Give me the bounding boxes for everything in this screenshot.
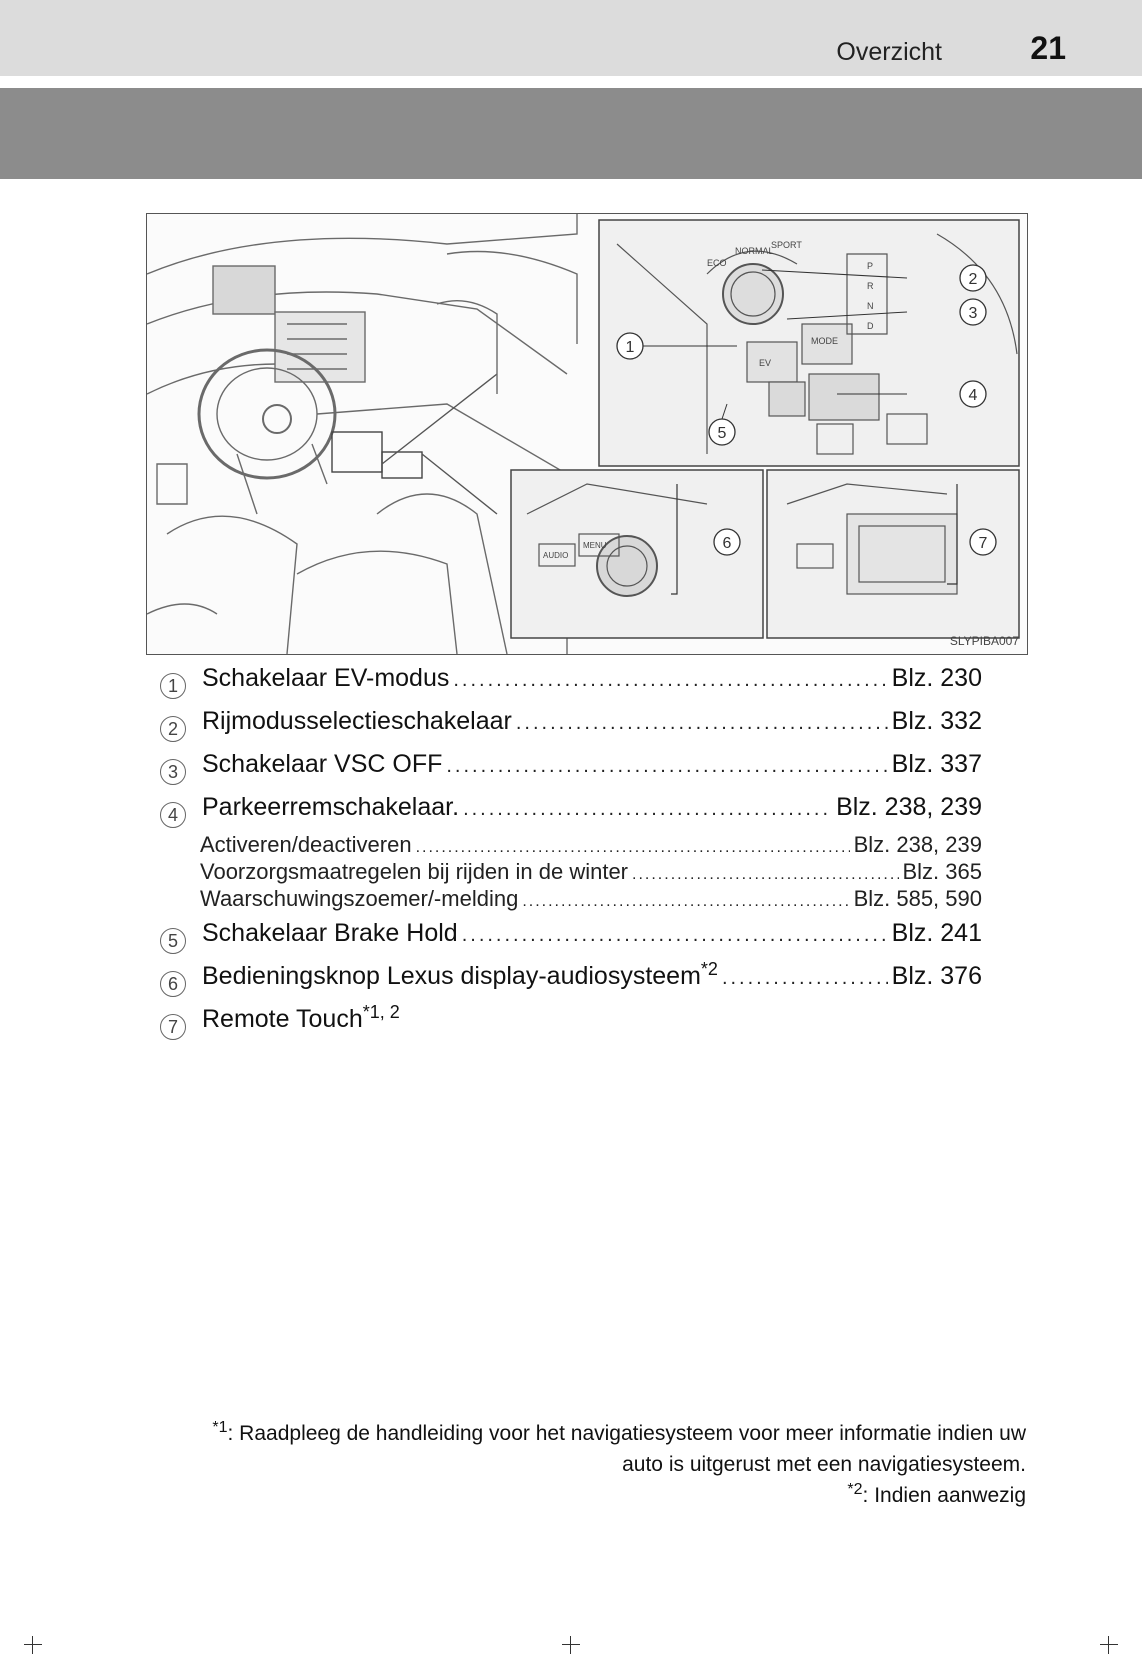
page-reference[interactable]: Blz. 365 xyxy=(902,859,982,884)
item-number: 7 xyxy=(160,1014,186,1040)
sub-item xyxy=(200,832,982,859)
menu-button-label: MENU xyxy=(583,541,607,550)
sub-item xyxy=(200,886,982,913)
control-list xyxy=(160,664,982,1048)
shift-n-label: N xyxy=(867,301,874,311)
ev-button-label: EV xyxy=(759,358,772,368)
sub-item-label: Waarschuwingszoemer/-melding xyxy=(200,886,519,911)
page-reference[interactable]: Blz. 238, 239 xyxy=(836,793,982,821)
item-number: 6 xyxy=(160,971,186,997)
callout-7: 7 xyxy=(978,535,988,552)
item-label: Schakelaar VSC OFF xyxy=(202,750,443,778)
header-band xyxy=(0,0,1142,76)
section-title: Overzicht xyxy=(836,38,942,66)
shift-d-label: D xyxy=(867,321,874,331)
page-reference[interactable]: Blz. 241 xyxy=(891,919,982,947)
item-label: Parkeerremschakelaar. xyxy=(202,793,460,821)
list-item xyxy=(160,750,982,793)
leader-dots xyxy=(522,893,849,911)
callout-5: 5 xyxy=(717,425,727,442)
list-item xyxy=(160,793,982,836)
footnote-ref: *1, 2 xyxy=(362,1002,400,1022)
leader-dots xyxy=(463,798,832,821)
crop-mark xyxy=(562,1636,580,1654)
footnote-2: $^{*2}$: Indien aanwezig xyxy=(847,1481,1026,1507)
sport-mode-label: SPORT xyxy=(771,240,802,250)
page-reference[interactable]: Blz. 238, 239 xyxy=(853,832,982,857)
footnote-1-continued: auto is uitgerust met een navigatiesysteem. xyxy=(622,1453,1026,1476)
page-reference[interactable]: Blz. 332 xyxy=(891,707,982,735)
item-label: Schakelaar EV-modus xyxy=(202,664,450,692)
footnote-ref: *2 xyxy=(700,959,718,979)
crop-mark xyxy=(24,1636,42,1654)
footnote-1: $^{*1}$: Raadpleeg de handleiding voor het navigatiesysteem voor meer informatie indien uw xyxy=(212,1419,1026,1445)
figure-code: SLYPIBA007 xyxy=(949,634,1019,648)
item-number: 3 xyxy=(160,759,186,785)
shift-p-label: P xyxy=(867,261,874,271)
sub-list xyxy=(200,832,982,913)
list-item xyxy=(160,1002,982,1048)
item-label: Remote Touch$^{*1, 2}$ xyxy=(202,1002,400,1033)
leader-dots xyxy=(516,712,888,735)
eco-mode-label: ECO xyxy=(707,258,727,268)
page-reference[interactable]: Blz. 376 xyxy=(891,962,982,990)
item-number: 2 xyxy=(160,716,186,742)
page-number: 21 xyxy=(1030,30,1066,66)
callout-2: 2 xyxy=(968,271,978,288)
leader-dots xyxy=(462,924,888,947)
sub-item xyxy=(200,859,982,886)
page-reference[interactable]: Blz. 585, 590 xyxy=(853,886,982,911)
page-reference[interactable]: Blz. 337 xyxy=(891,750,982,778)
list-item xyxy=(160,664,982,707)
sub-item-label: Voorzorgsmaatregelen bij rijden in de winter xyxy=(200,859,629,884)
footnotes xyxy=(146,1418,1026,1511)
leader-dots xyxy=(446,755,887,778)
item-number: 1 xyxy=(160,673,186,699)
callout-3: 3 xyxy=(968,305,978,322)
header-gray-bar xyxy=(0,88,1142,179)
item-label: Bedieningsknop Lexus display-audiosysteem$^{*2}$ xyxy=(202,959,718,990)
item-label: Rijmodusselectieschakelaar xyxy=(202,707,512,735)
list-item xyxy=(160,919,982,962)
mode-button-label: MODE xyxy=(811,336,838,346)
callout-1: 1 xyxy=(625,339,635,356)
list-item xyxy=(160,959,982,1005)
leader-dots xyxy=(632,866,898,884)
car-interior-illustration xyxy=(146,213,1028,655)
leader-dots xyxy=(722,967,888,990)
leader-dots xyxy=(453,669,887,692)
interior-drawing xyxy=(147,214,1027,654)
list-item xyxy=(160,707,982,750)
item-label: Schakelaar Brake Hold xyxy=(202,919,458,947)
item-number: 4 xyxy=(160,802,186,828)
callout-4: 4 xyxy=(968,387,978,404)
normal-mode-label: NORMAL xyxy=(735,246,774,256)
shift-r-label: R xyxy=(867,281,874,291)
crop-mark xyxy=(1100,1636,1118,1654)
callout-6: 6 xyxy=(722,535,732,552)
audio-button-label: AUDIO xyxy=(543,551,569,560)
item-number: 5 xyxy=(160,928,186,954)
sub-item-label: Activeren/deactiveren xyxy=(200,832,412,857)
page-reference[interactable]: Blz. 230 xyxy=(891,664,982,692)
leader-dots xyxy=(416,839,850,857)
